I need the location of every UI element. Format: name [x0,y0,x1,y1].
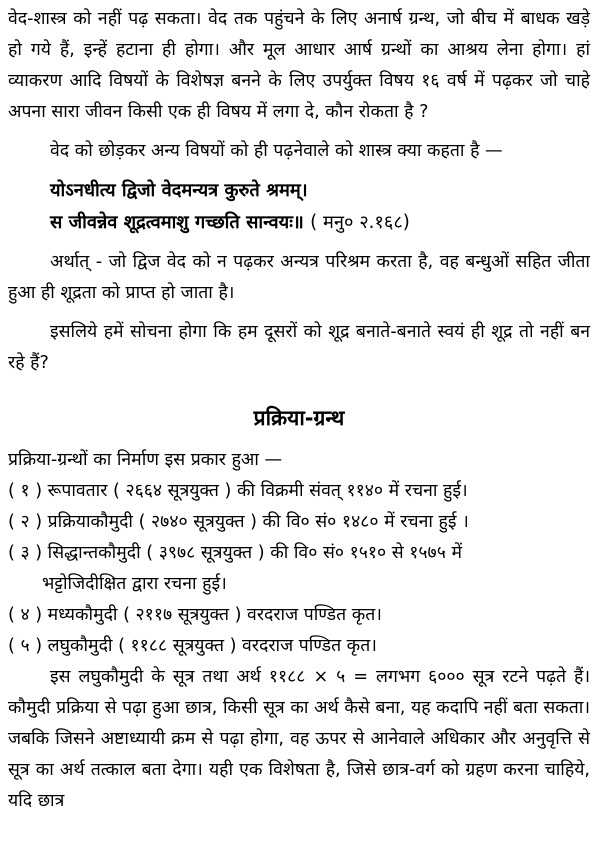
question-paragraph: वेद को छोड़कर अन्य विषयों को ही पढ़नेवाले को शास्त्र क्या कहता है — [50,141,503,161]
section-intro: प्रक्रिया-ग्रन्थों का निर्माण इस प्रकार हुआ — [8,450,283,470]
list-item: ( ३ ) सिद्धान्तकौमुदी ( ३९७८ सूत्रयुक्त ) की वि० सं० १५१० से १५७५ में [8,543,462,563]
list-item-continuation: भट्टोजिदीक्षित द्वारा रचना हुई। [42,574,227,594]
section-heading: प्रक्रिया-ग्रन्थ [253,406,345,430]
list-item: ( १ ) रूपावतार ( २६६४ सूत्रयुक्त ) की विक्रमी संवत् ११४० में रचना हुई। [8,481,468,501]
reflection-paragraph: इसलिये हमें सोचना होगा कि हम दूसरों को शूद्र बनाते-बनाते स्वयं ही शूद्र तो नहीं बन रहे हैं? [8,322,590,373]
verse-reference: ( मनु० २.१६८) [310,212,410,233]
closing-paragraph: इस लघुकौमुदी के सूत्र तथा अर्थ ११८८ × ५ = लगभग ६००० सूत्र रटने पढ़ते हैं। कौमुदी प्रक्रिया से पढ़ा हुआ छात्र, किसी सूत्र का अर्थ कैसे बना, यह कदापि नहीं बता सकता। जबकि जिसने अष्टाध्यायी क्रम से पढ़ा होगा, वह ऊपर से आनेवाले अधिकार और अनुवृत्ति से सूत्र का अर्थ तत्काल बता देगा। यही एक विशेषता है, जिसे छात्र-वर्ग को ग्रहण करना चाहिये, यदि छात्र [8,667,590,811]
list-item: ( ५ ) लघुकौमुदी ( ११८८ सूत्रयुक्त ) वरदराज पण्डित कृत। [8,636,377,656]
verse-line-2-wrap [50,207,590,239]
list-item: ( ४ ) मध्यकौमुदी ( २११७ सूत्रयुक्त ) वरदराज पण्डित कृत। [8,605,382,625]
sanskrit-verse [8,175,590,239]
verse-line-1: योऽनधीत्य द्विजो वेदमन्यत्र कुरुते श्रमम्। [50,180,308,201]
verse-line-2: स जीवन्नेव शूद्रत्वमाशु गच्छति सान्वयः॥ [50,212,304,233]
work-list [8,476,590,662]
list-item: ( २ ) प्रक्रियाकौमुदी ( २७४० सूत्रयुक्त ) की वि० सं० १४८० में रचना हुई । [8,512,469,532]
intro-paragraph: वेद-शास्त्र को नहीं पढ़ सकता। वेद तक पहुंचने के लिए अनार्ष ग्रन्थ, जो बीच में बाधक खड़े हो गये हैं, इन्हें हटाना ही होगा। और मूल आधार आर्ष ग्रन्थों का आश्रय लेना होगा। हां व्याकरण आदि विषयों के विशेषज्ञ बनने के लिए उपर्युक्त विषय १६ वर्ष में पढ़कर जो चाहे अपना सारा जीवन किसी एक ही विषय में लगा दे, कौन रोकता है ? [8,9,590,122]
meaning-paragraph: अर्थात् - जो द्विज वेद को न पढ़कर अन्यत्र परिश्रम करता है, वह बन्धुओं सहित जीता हुआ ही शूद्रता को प्राप्त हो जाता है। [8,252,590,303]
